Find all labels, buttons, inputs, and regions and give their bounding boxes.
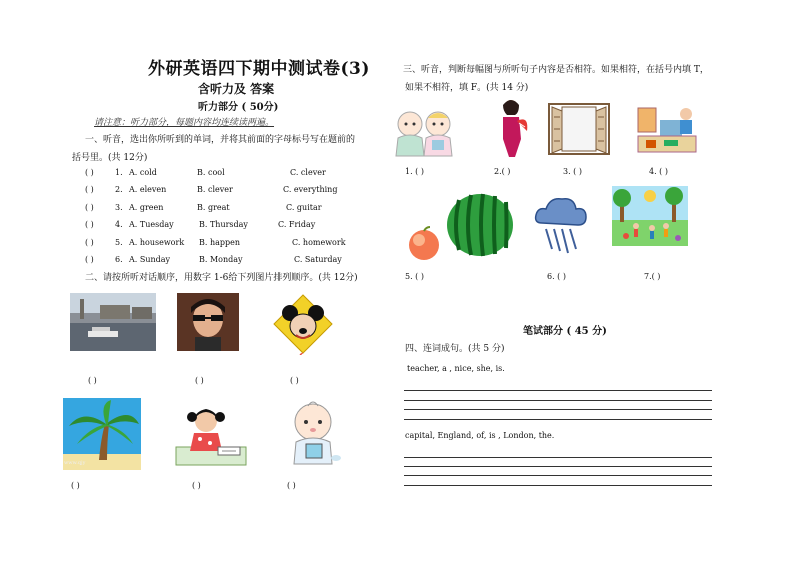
writing-section-title: 笔试部分 ( 45 分) (523, 326, 607, 337)
answer-bracket[interactable]: ( ) (290, 376, 299, 385)
answer-bracket[interactable]: 2.( ) (494, 167, 511, 176)
answer-line[interactable] (404, 466, 712, 467)
question-words: teacher, a , nice, she, is. (407, 364, 505, 373)
answer-bracket[interactable]: ( ) (85, 255, 94, 264)
window-picture (548, 103, 610, 155)
option-c: C. Saturday (294, 255, 342, 264)
part1-instruction-line2: 括号里。(共 12分) (72, 153, 148, 163)
answer-line[interactable] (404, 485, 712, 486)
option-c: C. homework (292, 238, 346, 247)
listening-section-title: 听力部分 ( 50分) (198, 102, 279, 113)
park-playground-picture (612, 186, 688, 246)
option-b: B. Monday (199, 255, 243, 264)
answer-bracket[interactable]: 3. ( ) (563, 167, 582, 176)
option-b: B. Thursday (199, 220, 248, 229)
answer-line[interactable] (404, 457, 712, 458)
option-a: A. green (129, 203, 164, 212)
rain-cloud-icon (532, 195, 590, 257)
option-c: C. guitar (286, 203, 322, 212)
option-b: B. cool (197, 168, 225, 177)
option-b: B. happen (199, 238, 241, 247)
answer-line[interactable] (404, 390, 712, 391)
child-with-sunglasses-photo (177, 293, 239, 351)
option-c: C. clever (290, 168, 326, 177)
option-a: A. housework (129, 238, 185, 247)
answer-bracket[interactable]: 7.( ) (644, 272, 661, 281)
option-b: B. great (197, 203, 230, 212)
part3-instruction-line2: 如果不相符，填 F。(共 14 分) (405, 83, 529, 93)
mickey-kite-picture (272, 293, 334, 355)
answer-bracket[interactable]: ( ) (71, 481, 80, 490)
woman-with-fan-picture (489, 97, 531, 159)
part2-instruction: 二、请按所听对话顺序，用数字 1-6给下列图片排列顺序。(共 12分) (85, 273, 358, 283)
part4-instruction: 四、连词成句。(共 5 分) (405, 344, 505, 354)
answer-line[interactable] (404, 400, 712, 401)
right-column (397, 0, 794, 561)
part1-instruction-line1: 一、听音，选出你所听到的单词，并将其前面的字母标号写在题前的 (85, 135, 356, 145)
option-c: C. Friday (278, 220, 316, 229)
option-a: A. Tuesday (129, 220, 174, 229)
question-words: capital, England, of, is , London, the. (405, 431, 555, 440)
answer-bracket[interactable]: ( ) (287, 481, 296, 490)
option-a: A. cold (129, 168, 157, 177)
answer-bracket[interactable]: ( ) (85, 220, 94, 229)
messy-room-picture (634, 100, 700, 156)
question-number: 6. (115, 255, 123, 264)
question-number: 1. (115, 168, 123, 177)
answer-bracket[interactable]: ( ) (192, 481, 201, 490)
option-b: B. clever (197, 185, 233, 194)
image-watermark: www.qjy (64, 460, 86, 466)
answer-bracket[interactable]: 4. ( ) (649, 167, 668, 176)
question-number: 5. (115, 238, 123, 247)
question-number: 2. (115, 185, 123, 194)
listening-note: 请注意：听力部分，每题内容均连续读两遍。 (94, 118, 275, 128)
answer-bracket[interactable]: ( ) (85, 203, 94, 212)
answer-bracket[interactable]: ( ) (85, 168, 94, 177)
watermelon-picture (445, 192, 515, 258)
question-number: 3. (115, 203, 123, 212)
answer-bracket[interactable]: 5. ( ) (405, 272, 424, 281)
answer-bracket[interactable]: ( ) (85, 238, 94, 247)
two-babies-picture (390, 106, 460, 158)
option-a: A. eleven (129, 185, 167, 194)
page-title: 外研英语四下期中测试卷(3) (148, 59, 370, 79)
page-subtitle: 含听力及 答案 (198, 82, 275, 96)
answer-bracket[interactable]: ( ) (85, 185, 94, 194)
answer-line[interactable] (404, 419, 712, 420)
answer-bracket[interactable]: ( ) (195, 376, 204, 385)
answer-line[interactable] (404, 409, 712, 410)
answer-bracket[interactable]: 1. ( ) (405, 167, 424, 176)
baby-reading-picture (282, 398, 344, 470)
answer-line[interactable] (404, 475, 712, 476)
option-a: A. Sunday (129, 255, 171, 264)
part3-instruction-line1: 三、听音，判断每幅图与所听句子内容是否相符。如果相符，在括号内填 T， (403, 65, 709, 75)
answer-bracket[interactable]: ( ) (88, 376, 97, 385)
london-river-photo (70, 293, 156, 351)
option-c: C. everything (283, 185, 338, 194)
peach-picture (406, 225, 442, 261)
girl-doing-homework-picture (172, 403, 250, 467)
question-number: 4. (115, 220, 123, 229)
answer-bracket[interactable]: 6. ( ) (547, 272, 566, 281)
